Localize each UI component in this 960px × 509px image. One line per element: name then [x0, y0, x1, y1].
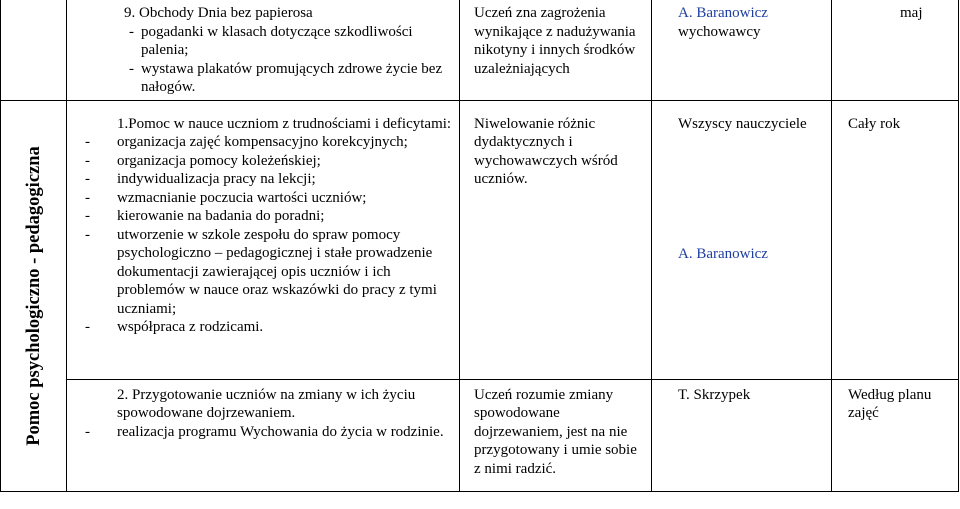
task1-person-cell: [652, 100, 832, 379]
list-item: - wystawa plakatów promujących zdrowe życie bez nałogów.: [117, 60, 453, 97]
task1-term-cell: [832, 100, 959, 379]
row9-effect-cell: [460, 0, 652, 100]
list-item: - indywidualizacja pracy na lekcji;: [73, 170, 453, 189]
list-item: - realizacja programu Wychowania do życia w rodzinie.: [73, 423, 453, 442]
section-side-cell: [1, 100, 67, 491]
list-item: - organizacja pomocy koleżeńskiej;: [73, 152, 453, 171]
task1-cell: [67, 100, 460, 379]
list-item: - pogadanki w klasach dotyczące szkodliwości palenia;: [117, 23, 453, 60]
table-row: [1, 100, 959, 379]
task1-list: [73, 133, 453, 337]
task1-term: Cały rok: [848, 115, 901, 132]
task2-list: [73, 423, 453, 442]
row9-side-cell: [1, 0, 67, 100]
task1-effect-cell: [460, 100, 652, 379]
list-item: - kierowanie na badania do poradni;: [73, 207, 453, 226]
list-item: - współpraca z rodzicami.: [73, 318, 453, 337]
task2-person-cell: [652, 379, 832, 491]
task2-term: Według planu zajęć: [848, 386, 932, 421]
row9-person-role: wychowawcy: [678, 23, 761, 40]
task2-effect: Uczeń rozumie zmiany spowodowane dojrzewaniem, jest na nie przygotowany i umie sobie z nimi radzić.: [474, 386, 637, 477]
row9-effect: Uczeń zna zagrożenia wynikające z nadużywania nikotyny i innych środków uzależniających: [474, 5, 636, 77]
task2-term-cell: [832, 379, 959, 491]
row9-term: maj: [900, 5, 923, 21]
row9-person-cell: [652, 0, 832, 100]
task1-person-2: A. Baranowicz: [678, 246, 768, 262]
row9-task-list: [73, 23, 453, 97]
row9-task-title: 9. Obchody Dnia bez papierosa: [124, 5, 313, 21]
task2-person: T. Skrzypek: [678, 386, 751, 403]
task2-cell: [67, 379, 460, 491]
task2-title: 2. Przygotowanie uczniów na zmiany w ich życiu spowodowane dojrzewaniem.: [117, 386, 416, 421]
list-item: - wzmacnianie poczucia wartości uczniów;: [73, 189, 453, 208]
section-label: Pomoc psychologiczno - pedagogiczna: [23, 145, 44, 446]
row9-term-cell: [832, 0, 959, 100]
table-row: [1, 0, 959, 100]
list-item: - organizacja zajęć kompensacyjno korekcyjnych;: [73, 133, 453, 152]
task1-effect: Niwelowanie różnic dydaktycznych i wychowawczych wśród uczniów.: [474, 115, 618, 187]
task2-effect-cell: [460, 379, 652, 491]
task1-person-1: Wszyscy nauczyciele: [678, 115, 807, 132]
row9-person-name: A. Baranowicz: [678, 5, 768, 21]
task1-title: 1.Pomoc w nauce uczniom z trudnościami i deficytami:: [117, 115, 452, 132]
row9-task-cell: [67, 0, 460, 100]
list-item: - utworzenie w szkole zespołu do spraw pomocy psychologiczno – pedagogicznej i stałe prowadzenie dokumentacji zawierającej opis uczniów i ich problemów w nauce oraz wskazówki do pracy z tymi uczniami;: [73, 226, 453, 319]
table-row: [1, 379, 959, 491]
